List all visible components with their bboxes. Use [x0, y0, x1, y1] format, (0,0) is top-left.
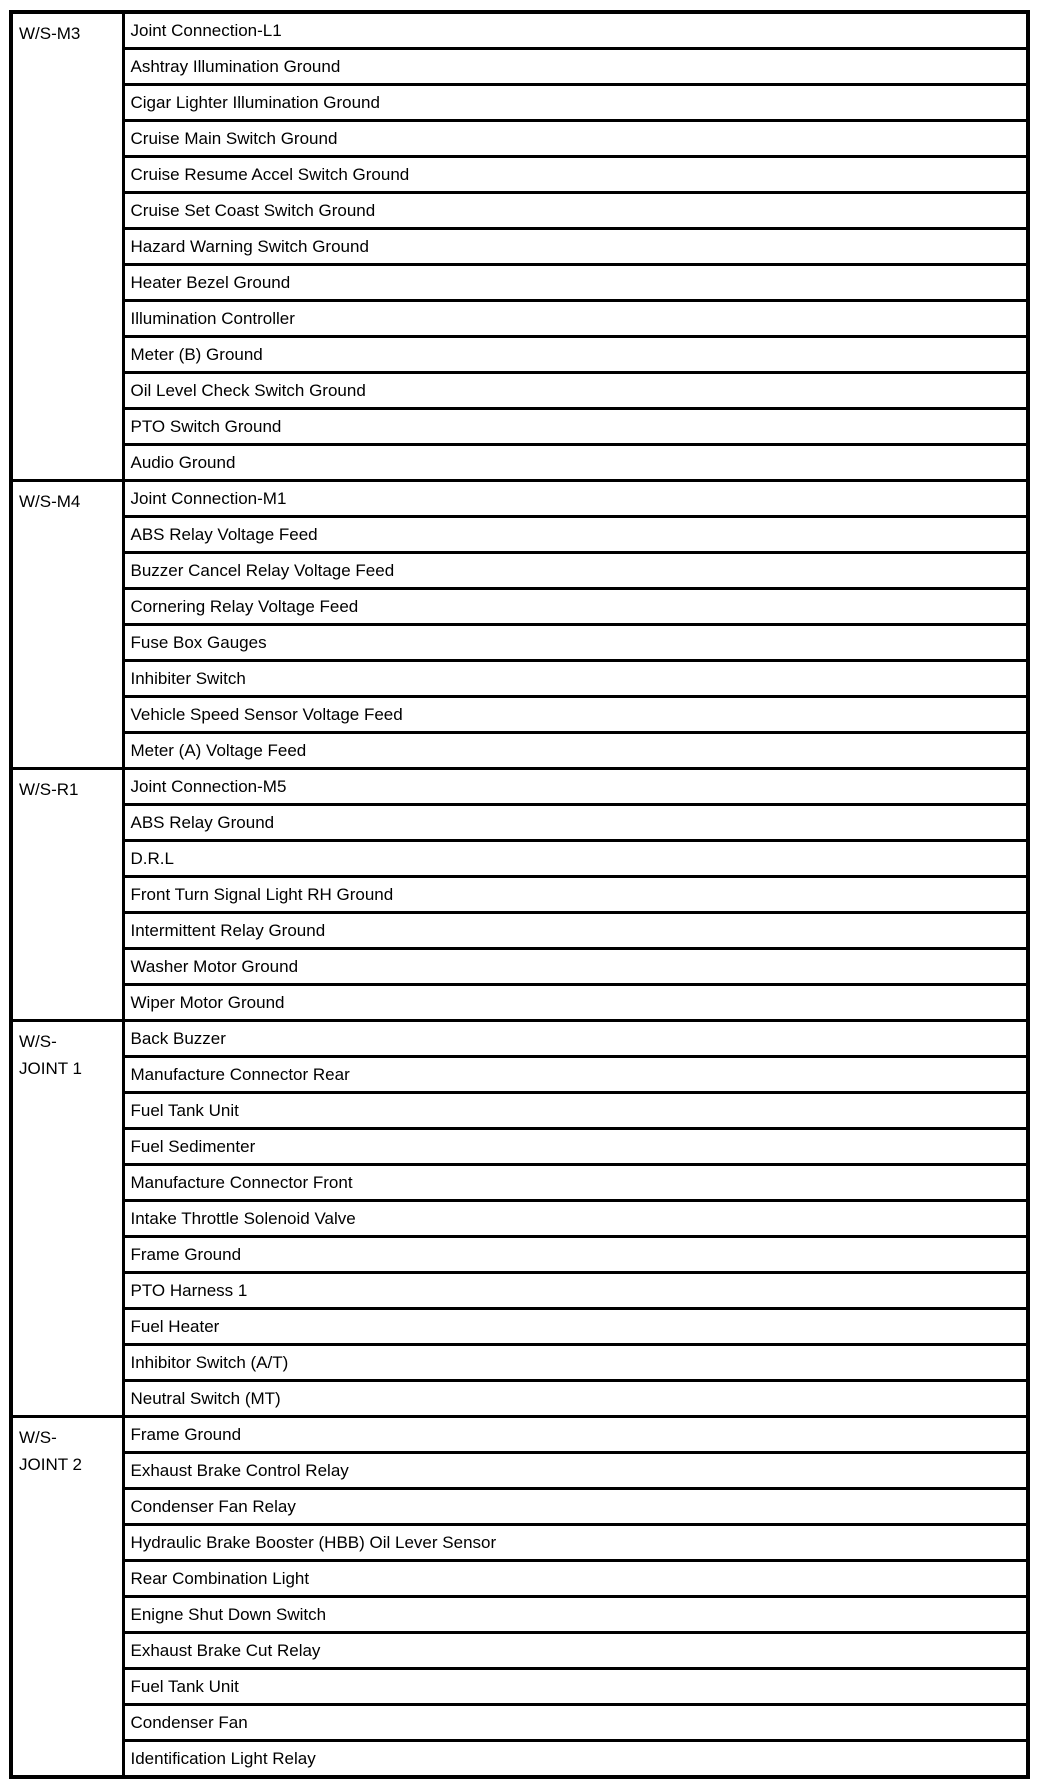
group-label-cell: W/S-JOINT 1	[11, 1021, 123, 1417]
table-row	[11, 301, 1028, 337]
table-row	[11, 1381, 1028, 1417]
item-cell: Buzzer Cancel Relay Voltage Feed	[123, 553, 1028, 589]
item-cell: ABS Relay Ground	[123, 805, 1028, 841]
item-cell: Exhaust Brake Cut Relay	[123, 1633, 1028, 1669]
table-row	[11, 1597, 1028, 1633]
item-cell: Condenser Fan Relay	[123, 1489, 1028, 1525]
item-cell: Joint Connection-M5	[123, 769, 1028, 805]
item-cell: Frame Ground	[123, 1417, 1028, 1453]
table-row	[11, 481, 1028, 517]
item-cell: D.R.L	[123, 841, 1028, 877]
table-row	[11, 733, 1028, 769]
table-row	[11, 985, 1028, 1021]
item-cell: Wiper Motor Ground	[123, 985, 1028, 1021]
item-cell: Meter (B) Ground	[123, 337, 1028, 373]
table-row	[11, 1165, 1028, 1201]
item-cell: Condenser Fan	[123, 1705, 1028, 1741]
table-row	[11, 1201, 1028, 1237]
group-label-cell: W/S-JOINT 2	[11, 1417, 123, 1778]
table-row	[11, 1525, 1028, 1561]
table-row	[11, 805, 1028, 841]
item-cell: Vehicle Speed Sensor Voltage Feed	[123, 697, 1028, 733]
table-row	[11, 1561, 1028, 1597]
item-cell: Audio Ground	[123, 445, 1028, 481]
item-cell: Manufacture Connector Front	[123, 1165, 1028, 1201]
table-row	[11, 85, 1028, 121]
item-cell: Front Turn Signal Light RH Ground	[123, 877, 1028, 913]
table-row	[11, 1633, 1028, 1669]
table-row	[11, 1273, 1028, 1309]
item-cell: Cornering Relay Voltage Feed	[123, 589, 1028, 625]
item-cell: Oil Level Check Switch Ground	[123, 373, 1028, 409]
item-cell: Fuel Sedimenter	[123, 1129, 1028, 1165]
table-row	[11, 697, 1028, 733]
group-label-cell: W/S-M4	[11, 481, 123, 769]
table-row	[11, 625, 1028, 661]
table-row	[11, 769, 1028, 805]
table-row	[11, 949, 1028, 985]
item-cell: Manufacture Connector Rear	[123, 1057, 1028, 1093]
table-row	[11, 1057, 1028, 1093]
table-row	[11, 229, 1028, 265]
item-cell: Back Buzzer	[123, 1021, 1028, 1057]
item-cell: Frame Ground	[123, 1237, 1028, 1273]
table-row	[11, 49, 1028, 85]
item-cell: Cruise Set Coast Switch Ground	[123, 193, 1028, 229]
item-cell: Fuse Box Gauges	[123, 625, 1028, 661]
item-cell: Hydraulic Brake Booster (HBB) Oil Lever Sensor	[123, 1525, 1028, 1561]
item-cell: Identification Light Relay	[123, 1741, 1028, 1778]
item-cell: Cruise Resume Accel Switch Ground	[123, 157, 1028, 193]
item-cell: Ashtray Illumination Ground	[123, 49, 1028, 85]
item-cell: Fuel Heater	[123, 1309, 1028, 1345]
item-cell: Rear Combination Light	[123, 1561, 1028, 1597]
table-row	[11, 1309, 1028, 1345]
splice-connector-table-body	[11, 12, 1028, 1777]
item-cell: ABS Relay Voltage Feed	[123, 517, 1028, 553]
table-row	[11, 121, 1028, 157]
table-row	[11, 12, 1028, 49]
item-cell: Heater Bezel Ground	[123, 265, 1028, 301]
item-cell: Fuel Tank Unit	[123, 1093, 1028, 1129]
table-row	[11, 1705, 1028, 1741]
item-cell: PTO Switch Ground	[123, 409, 1028, 445]
item-cell: Intake Throttle Solenoid Valve	[123, 1201, 1028, 1237]
item-cell: Meter (A) Voltage Feed	[123, 733, 1028, 769]
table-row	[11, 661, 1028, 697]
group-label-cell: W/S-M3	[11, 12, 123, 481]
table-row	[11, 841, 1028, 877]
table-row	[11, 913, 1028, 949]
item-cell: Cigar Lighter Illumination Ground	[123, 85, 1028, 121]
table-row	[11, 517, 1028, 553]
item-cell: Washer Motor Ground	[123, 949, 1028, 985]
table-row	[11, 157, 1028, 193]
item-cell: Joint Connection-M1	[123, 481, 1028, 517]
table-row	[11, 1093, 1028, 1129]
table-row	[11, 445, 1028, 481]
table-row	[11, 877, 1028, 913]
item-cell: Hazard Warning Switch Ground	[123, 229, 1028, 265]
table-row	[11, 1129, 1028, 1165]
table-row	[11, 409, 1028, 445]
item-cell: Inhibitor Switch (A/T)	[123, 1345, 1028, 1381]
table-row	[11, 553, 1028, 589]
item-cell: Cruise Main Switch Ground	[123, 121, 1028, 157]
item-cell: Inhibiter Switch	[123, 661, 1028, 697]
splice-connector-table	[9, 10, 1030, 1779]
item-cell: Fuel Tank Unit	[123, 1669, 1028, 1705]
table-row	[11, 1489, 1028, 1525]
table-row	[11, 1741, 1028, 1778]
table-row	[11, 1453, 1028, 1489]
item-cell: Neutral Switch (MT)	[123, 1381, 1028, 1417]
item-cell: Intermittent Relay Ground	[123, 913, 1028, 949]
table-row	[11, 1237, 1028, 1273]
table-row	[11, 373, 1028, 409]
table-row	[11, 265, 1028, 301]
item-cell: Joint Connection-L1	[123, 12, 1028, 49]
table-row	[11, 1345, 1028, 1381]
item-cell: Exhaust Brake Control Relay	[123, 1453, 1028, 1489]
group-label-cell: W/S-R1	[11, 769, 123, 1021]
table-row	[11, 1021, 1028, 1057]
item-cell: Illumination Controller	[123, 301, 1028, 337]
table-row	[11, 193, 1028, 229]
item-cell: PTO Harness 1	[123, 1273, 1028, 1309]
table-row	[11, 1669, 1028, 1705]
table-row	[11, 1417, 1028, 1453]
table-row	[11, 589, 1028, 625]
item-cell: Enigne Shut Down Switch	[123, 1597, 1028, 1633]
table-row	[11, 337, 1028, 373]
